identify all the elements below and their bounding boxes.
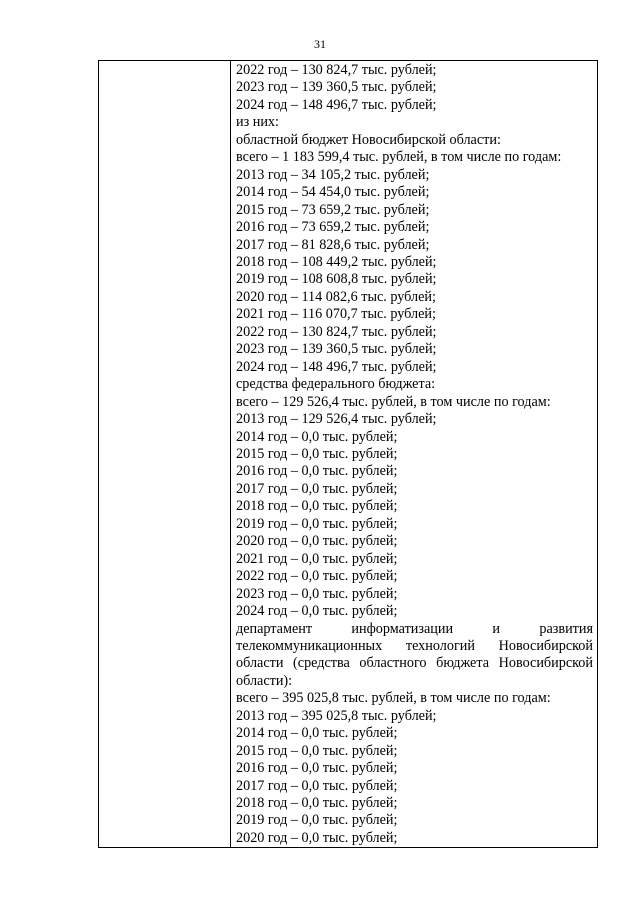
- text-line: области):: [236, 672, 293, 689]
- text-line: 2024 год – 0,0 тыс. рублей;: [236, 603, 398, 620]
- text-line: 2022 год – 130 824,7 тыс. рублей;: [236, 323, 437, 340]
- text-line: 2020 год – 0,0 тыс. рублей;: [236, 533, 398, 550]
- table-cell-left: [99, 61, 231, 848]
- text-line: из них:: [236, 114, 279, 131]
- text-line: 2020 год – 114 082,6 тыс. рублей;: [236, 288, 436, 305]
- text-line: 2017 год – 0,0 тыс. рублей;: [236, 777, 398, 794]
- text-line: 2017 год – 0,0 тыс. рублей;: [236, 480, 398, 497]
- funding-text: [231, 61, 597, 847]
- text-line: 2021 год – 116 070,7 тыс. рублей;: [236, 306, 436, 323]
- text-line: 2018 год – 108 449,2 тыс. рублей;: [236, 253, 437, 270]
- text-line: 2015 год – 73 659,2 тыс. рублей;: [236, 201, 430, 218]
- text-line: всего – 129 526,4 тыс. рублей, в том числе по годам:: [236, 393, 551, 410]
- text-line: 2015 год – 0,0 тыс. рублей;: [236, 742, 398, 759]
- text-line: 2016 год – 0,0 тыс. рублей;: [236, 463, 398, 480]
- text-line: 2014 год – 0,0 тыс. рублей;: [236, 725, 398, 742]
- text-line: 2018 год – 0,0 тыс. рублей;: [236, 795, 398, 812]
- text-line: 2023 год – 139 360,5 тыс. рублей;: [236, 341, 437, 358]
- text-line: областной бюджет Новосибирской области:: [236, 131, 501, 148]
- text-line: 2013 год – 34 105,2 тыс. рублей;: [236, 166, 430, 183]
- text-line: 2023 год – 0,0 тыс. рублей;: [236, 585, 398, 602]
- table-row: [99, 61, 598, 848]
- text-line: всего – 395 025,8 тыс. рублей, в том числе по годам:: [236, 690, 551, 707]
- text-line: 2020 год – 0,0 тыс. рублей;: [236, 829, 398, 846]
- page-number: 31: [314, 37, 326, 51]
- text-line: 2016 год – 73 659,2 тыс. рублей;: [236, 219, 430, 236]
- text-line: 2022 год – 130 824,7 тыс. рублей;: [236, 62, 437, 78]
- text-line: 2021 год – 0,0 тыс. рублей;: [236, 550, 398, 567]
- text-line: 2019 год – 0,0 тыс. рублей;: [236, 515, 398, 532]
- text-line: 2019 год – 0,0 тыс. рублей;: [236, 812, 398, 829]
- table-cell-right: [231, 61, 598, 848]
- text-line: 2013 год – 395 025,8 тыс. рублей;: [236, 707, 437, 724]
- text-line: 2017 год – 81 828,6 тыс. рублей;: [236, 236, 430, 253]
- text-line: 2022 год – 0,0 тыс. рублей;: [236, 568, 398, 585]
- text-line: области (средства областного бюджета Новосибирской: [236, 655, 593, 672]
- text-line: 2014 год – 0,0 тыс. рублей;: [236, 428, 398, 445]
- text-line: всего – 1 183 599,4 тыс. рублей, в том числе по годам:: [236, 149, 562, 166]
- text-line: 2019 год – 108 608,8 тыс. рублей;: [236, 271, 437, 288]
- text-line: 2015 год – 0,0 тыс. рублей;: [236, 445, 398, 462]
- funding-table: [98, 60, 598, 848]
- text-line: департамент информатизации и развития: [236, 620, 593, 637]
- text-line: 2013 год – 129 526,4 тыс. рублей;: [236, 411, 437, 428]
- text-line: телекоммуникационных технологий Новосибирской: [236, 637, 593, 654]
- text-line: 2014 год – 54 454,0 тыс. рублей;: [236, 184, 430, 201]
- text-line: 2023 год – 139 360,5 тыс. рублей;: [236, 79, 437, 96]
- text-line: 2018 год – 0,0 тыс. рублей;: [236, 498, 398, 515]
- text-line: 2024 год – 148 496,7 тыс. рублей;: [236, 96, 437, 113]
- text-line: 2024 год – 148 496,7 тыс. рублей;: [236, 358, 437, 375]
- text-line: 2016 год – 0,0 тыс. рублей;: [236, 760, 398, 777]
- text-line: средства федерального бюджета:: [236, 376, 436, 393]
